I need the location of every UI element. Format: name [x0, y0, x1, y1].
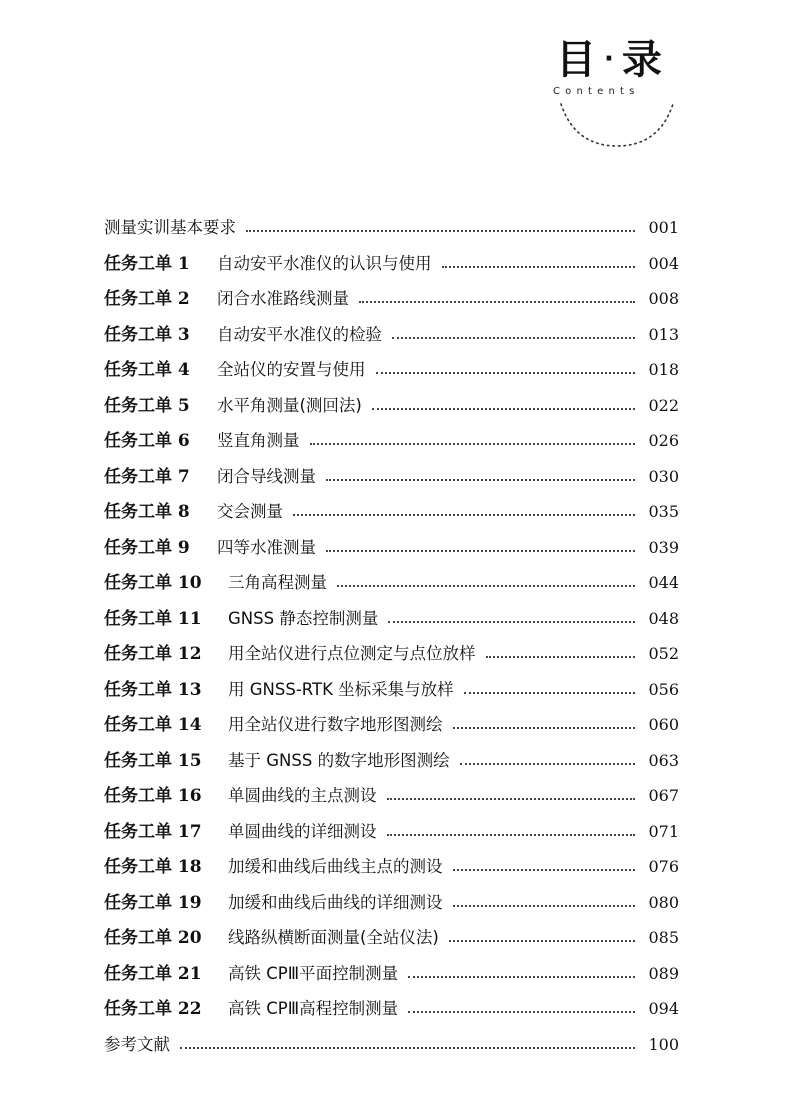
- toc-entry-page: 018: [648, 360, 679, 379]
- toc-entry[interactable]: [104, 213, 679, 243]
- toc-entry[interactable]: [104, 284, 679, 314]
- toc-entry-page: 094: [648, 999, 679, 1018]
- toc-entry[interactable]: [104, 710, 679, 740]
- toc-entry-title: 高铁 CPⅢ高程控制测量: [228, 999, 399, 1018]
- toc-entry-page: 063: [648, 750, 679, 770]
- dot-leader: [326, 479, 635, 481]
- toc-entry-page: 044: [648, 573, 679, 592]
- toc-entry-page: 013: [648, 324, 679, 344]
- toc-entry-page: 052: [648, 644, 679, 663]
- page-subtitle: Contents: [553, 86, 640, 97]
- toc-entry-page: 067: [648, 786, 679, 805]
- toc-entry[interactable]: [104, 817, 679, 847]
- toc-entry[interactable]: [104, 1030, 679, 1060]
- dot-leader: [464, 692, 635, 694]
- dot-leader: [408, 976, 635, 978]
- dot-leader: [337, 585, 635, 587]
- dot-leader: [359, 301, 635, 303]
- dot-leader: [453, 905, 636, 907]
- toc-entry[interactable]: [104, 675, 679, 705]
- dot-leader: [453, 869, 636, 871]
- toc-entry[interactable]: [104, 852, 679, 882]
- dot-leader: [387, 834, 636, 836]
- dot-leader: [387, 798, 636, 800]
- toc-entry-page: 022: [648, 395, 679, 415]
- toc-entry-label: 任务工单 15: [104, 750, 202, 771]
- toc-entry-title: 自动安平水准仪的认识与使用: [217, 253, 432, 273]
- dot-leader: [246, 230, 635, 232]
- toc-entry-title: 交会测量: [217, 502, 283, 521]
- toc-entry-label: 任务工单 11: [104, 608, 202, 629]
- toc-entry-page: 048: [648, 608, 679, 628]
- toc-entry[interactable]: [104, 533, 679, 563]
- toc-entry[interactable]: [104, 497, 679, 527]
- toc-entry-page: 004: [648, 253, 679, 273]
- toc-entry-label: 任务工单 16: [104, 786, 202, 806]
- toc-entry-title: 全站仪的安置与使用: [217, 360, 366, 379]
- title-left: 目: [556, 37, 598, 83]
- toc-entry-title: 单圆曲线的详细测设: [228, 821, 377, 841]
- toc-entry-label: 任务工单 1: [104, 253, 190, 274]
- dot-leader: [180, 1047, 635, 1049]
- toc-entry-label: 任务工单 2: [104, 289, 190, 309]
- toc-entry-label: 任务工单 9: [104, 537, 190, 558]
- toc-entry-label: 任务工单 4: [104, 360, 190, 380]
- dot-leader: [442, 266, 636, 268]
- toc-entry-page: 080: [648, 892, 679, 912]
- toc-entry-title: 加缓和曲线后曲线的详细测设: [228, 892, 443, 912]
- toc-entry-label: 任务工单 19: [104, 892, 202, 913]
- title-right: 录: [621, 37, 664, 83]
- toc-entry[interactable]: [104, 923, 679, 953]
- toc-entry-title: 线路纵横断面测量(全站仪法): [228, 928, 439, 947]
- dot-leader: [460, 763, 635, 765]
- dot-leader: [310, 443, 636, 445]
- toc-entry-page: 076: [648, 857, 679, 876]
- toc-entry[interactable]: [104, 781, 679, 811]
- toc-entry-title: 闭合导线测量: [217, 466, 316, 486]
- toc-entry[interactable]: [104, 249, 679, 279]
- toc-entry[interactable]: [104, 888, 679, 918]
- toc-entry-label: 任务工单 20: [104, 928, 202, 948]
- dot-leader: [486, 656, 636, 658]
- dot-leader: [408, 1011, 635, 1013]
- toc-entry-page: 056: [648, 679, 679, 699]
- toc-entry-label: 任务工单 3: [104, 324, 190, 345]
- toc-entry-label: 任务工单 21: [104, 963, 202, 984]
- toc-entry-label: 任务工单 8: [104, 502, 190, 522]
- toc-entry[interactable]: [104, 320, 679, 350]
- toc-entry-label: 任务工单 18: [104, 857, 202, 877]
- toc-entry-title: 用全站仪进行点位测定与点位放样: [228, 644, 476, 663]
- toc-entry-label: 任务工单 12: [104, 644, 202, 664]
- dot-leader: [449, 940, 635, 942]
- toc-entry[interactable]: [104, 639, 679, 669]
- toc-entry-label: 任务工单 14: [104, 715, 202, 735]
- toc-entry-page: 085: [648, 928, 679, 947]
- toc-entry-title: 单圆曲线的主点测设: [228, 786, 377, 805]
- dot-leader: [453, 727, 636, 729]
- toc-entry-page: 100: [648, 1034, 679, 1054]
- toc-entry-title: 用 GNSS-RTK 坐标采集与放样: [228, 679, 454, 699]
- toc-entry-page: 035: [648, 502, 679, 521]
- toc-entry-title: 高铁 CPⅢ平面控制测量: [228, 963, 399, 983]
- toc-entry-page: 071: [648, 821, 679, 841]
- dot-leader: [392, 337, 635, 339]
- toc-entry-page: 008: [648, 289, 679, 308]
- toc-entry-label: 任务工单 13: [104, 679, 202, 700]
- toc-entry-page: 060: [648, 715, 679, 734]
- toc-entry[interactable]: [104, 746, 679, 776]
- toc-entry-title: 加缓和曲线后曲线主点的测设: [228, 857, 443, 876]
- toc-entry[interactable]: [104, 994, 679, 1024]
- toc-entry-label: 任务工单 10: [104, 573, 202, 593]
- toc-entry-label: 任务工单 22: [104, 999, 202, 1019]
- toc-entry-title: 自动安平水准仪的检验: [217, 324, 382, 344]
- toc-entry-title: 基于 GNSS 的数字地形图测绘: [228, 750, 450, 770]
- toc-entry-title: 竖直角测量: [217, 431, 300, 450]
- dot-leader: [326, 550, 635, 552]
- toc-entry-page: 039: [648, 537, 679, 557]
- toc-entry[interactable]: [104, 355, 679, 385]
- toc-entry-title: 三角高程测量: [228, 573, 327, 592]
- decorative-dotted-arc-icon: [555, 96, 679, 152]
- dot-leader: [372, 408, 635, 410]
- toc-entry-title: 四等水准测量: [217, 537, 316, 557]
- toc-entry-page: 089: [648, 963, 679, 983]
- toc-entry-label: 任务工单 17: [104, 821, 202, 842]
- toc-entry[interactable]: [104, 462, 679, 492]
- toc-entry-title: 参考文献: [104, 1034, 170, 1054]
- toc-entry-title: 水平角测量(测回法): [217, 395, 362, 415]
- toc-entry-label: 任务工单 6: [104, 431, 190, 451]
- dot-leader: [388, 621, 635, 623]
- toc-entry[interactable]: [104, 604, 679, 634]
- toc-entry[interactable]: [104, 391, 679, 421]
- toc-entry-title: 测量实训基本要求: [104, 218, 236, 237]
- dot-leader: [293, 514, 635, 516]
- toc-entry[interactable]: [104, 426, 679, 456]
- title-separator: ·: [604, 44, 616, 74]
- toc-entry-title: 闭合水准路线测量: [217, 289, 349, 308]
- toc-entry-page: 030: [648, 466, 679, 486]
- toc-entry-label: 任务工单 5: [104, 395, 190, 416]
- toc-entry[interactable]: [104, 568, 679, 598]
- toc-entry-page: 001: [648, 218, 679, 237]
- toc-entry-title: GNSS 静态控制测量: [228, 608, 379, 628]
- toc-entry-label: 任务工单 7: [104, 466, 190, 487]
- dot-leader: [376, 372, 636, 374]
- toc-entry[interactable]: [104, 959, 679, 989]
- page-title: [556, 32, 686, 88]
- toc-entry-page: 026: [648, 431, 679, 450]
- toc-entry-title: 用全站仪进行数字地形图测绘: [228, 715, 443, 734]
